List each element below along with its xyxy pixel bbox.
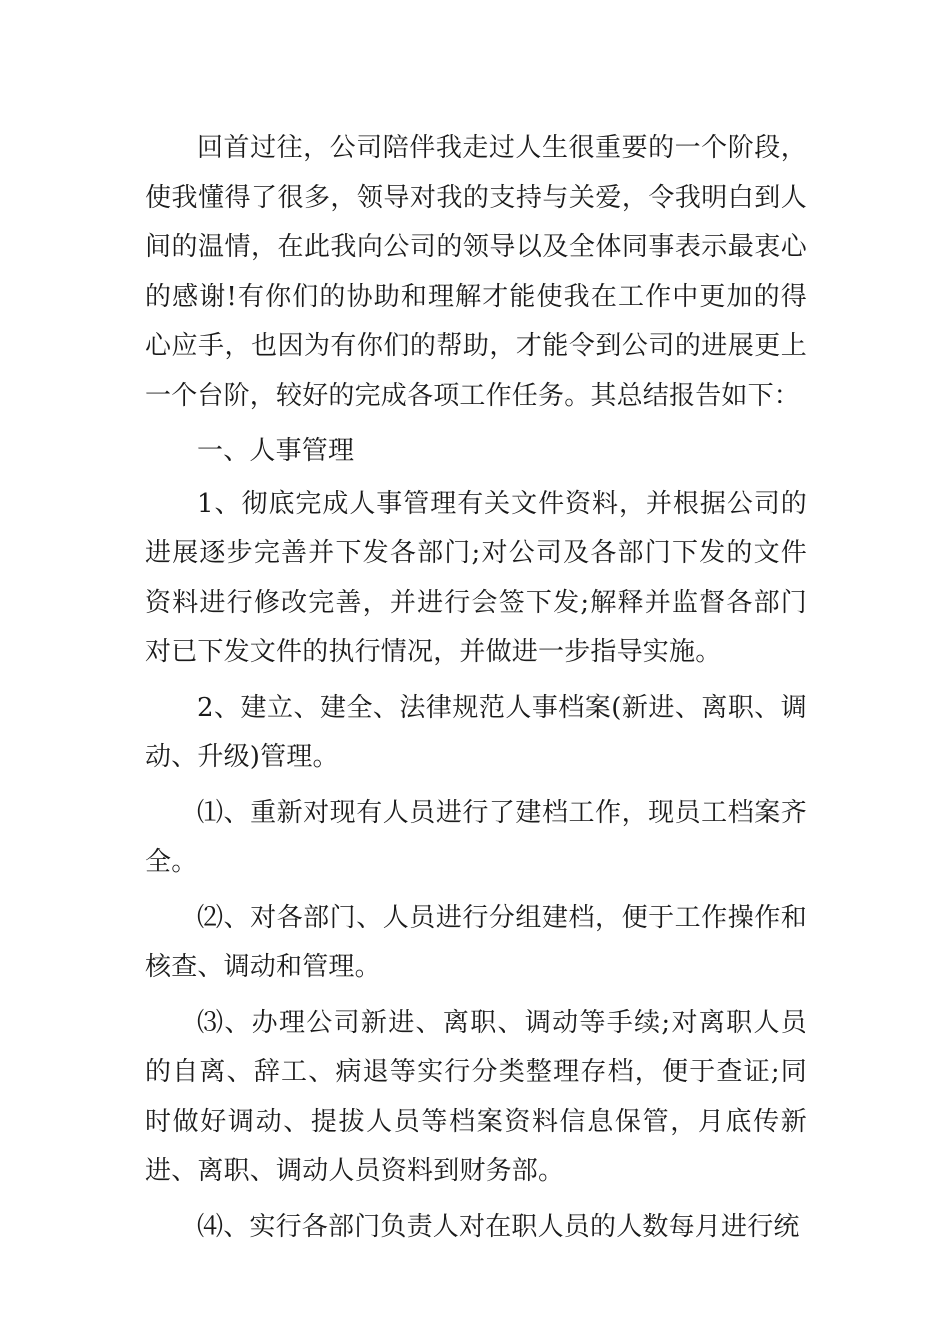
section-heading-personnel: 一、人事管理 <box>197 436 355 466</box>
subitem-2-paragraph: ⑵、对各部门、人员进行分组建档，便于工作操作和核查、调动和管理。 <box>145 902 807 982</box>
subitem-3-paragraph: ⑶、办理公司新进、离职、调动等手续;对离职人员的自离、辞工、病退等实行分类整理存档，便于查证;同时做好调动、提拔人员等档案资料信息保管，月底传新进、离职、调动人员资料到财务部。 <box>145 1007 807 1186</box>
intro-paragraph: 回首过往，公司陪伴我走过人生很重要的一个阶段，使我懂得了很多，领导对我的支持与关爱，令我明白到人间的温情，在此我向公司的领导以及全体同事表示最衷心的感谢!有你们的协助和理解才能使我在工作中更加的得心应手，也因为有你们的帮助，才能令到公司的进展更上一个台阶，较好的完成各项工作任务。其总结报告如下： <box>145 133 807 411</box>
subitem-4-paragraph: ⑷、实行各部门负责人对在职人员的人数每月进行统 <box>197 1211 800 1242</box>
document-body <box>145 124 807 1253</box>
item-2-paragraph: 2、建立、建全、法律规范人事档案(新进、离职、调动、升级)管理。 <box>145 692 807 772</box>
subitem-1-paragraph: ⑴、重新对现有人员进行了建档工作，现员工档案齐全。 <box>145 797 807 877</box>
item-1-paragraph: 1、彻底完成人事管理有关文件资料，并根据公司的进展逐步完善并下发各部门;对公司及各部门下发的文件资料进行修改完善，并进行会签下发;解释并监督各部门对已下发文件的执行情况，并做进一步指导实施。 <box>145 488 807 667</box>
